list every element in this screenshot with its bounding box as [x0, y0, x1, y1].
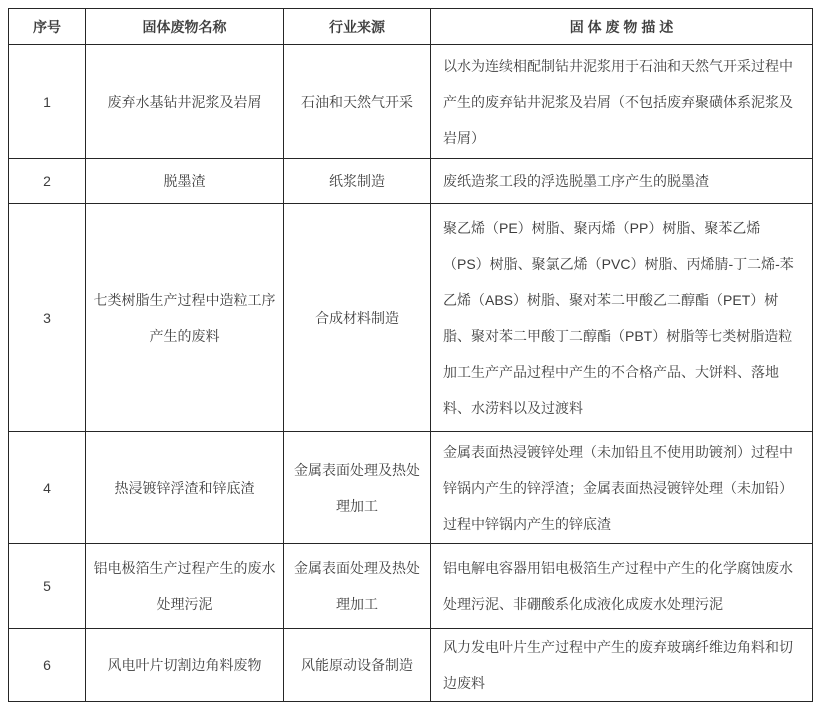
cell-waste-description: 金属表面热浸镀锌处理（未加铅且不使用助镀剂）过程中锌锅内产生的锌浮渣；金属表面热浸镀锌处理（未加铅）过程中锌锅内产生的锌底渣: [431, 432, 813, 544]
cell-no: 1: [9, 45, 86, 159]
cell-no: 2: [9, 159, 86, 204]
table-header-row: [9, 9, 813, 45]
cell-industry-source: 金属表面处理及热处理加工: [284, 544, 431, 629]
cell-waste-name: 热浸镀锌浮渣和锌底渣: [86, 432, 284, 544]
cell-waste-description: 废纸造浆工段的浮选脱墨工序产生的脱墨渣: [431, 159, 813, 204]
header-waste-description: 固 体 废 物 描 述: [431, 9, 813, 45]
cell-waste-description: 以水为连续相配制钻井泥浆用于石油和天然气开采过程中产生的废弃钻井泥浆及岩屑（不包括废弃聚磺体系泥浆及岩屑）: [431, 45, 813, 159]
cell-no: 5: [9, 544, 86, 629]
cell-no: 6: [9, 629, 86, 702]
cell-waste-name: 风电叶片切割边角料废物: [86, 629, 284, 702]
cell-waste-name: 铝电极箔生产过程产生的废水处理污泥: [86, 544, 284, 629]
table-row: [9, 629, 813, 702]
cell-no: 3: [9, 204, 86, 432]
cell-waste-description: 聚乙烯（PE）树脂、聚丙烯（PP）树脂、聚苯乙烯（PS）树脂、聚氯乙烯（PVC）树脂、丙烯腈-丁二烯-苯乙烯（ABS）树脂、聚对苯二甲酸乙二醇酯（PET）树脂、聚对苯二甲酸丁二醇酯（PBT）树脂等七类树脂造粒加工生产产品过程中产生的不合格产品、大饼料、落地料、水涝料以及过渡料: [431, 204, 813, 432]
cell-industry-source: 风能原动设备制造: [284, 629, 431, 702]
header-industry-source: 行业来源: [284, 9, 431, 45]
cell-industry-source: 合成材料制造: [284, 204, 431, 432]
cell-no: 4: [9, 432, 86, 544]
table-row: [9, 432, 813, 544]
cell-industry-source: 纸浆制造: [284, 159, 431, 204]
header-no: 序号: [9, 9, 86, 45]
table-row: [9, 45, 813, 159]
cell-waste-name: 废弃水基钻井泥浆及岩屑: [86, 45, 284, 159]
table-row: [9, 159, 813, 204]
table-row: [9, 204, 813, 432]
cell-industry-source: 金属表面处理及热处理加工: [284, 432, 431, 544]
solid-waste-table: [8, 8, 813, 702]
cell-waste-name: 脱墨渣: [86, 159, 284, 204]
cell-waste-description: 铝电解电容器用铝电极箔生产过程中产生的化学腐蚀废水处理污泥、非硼酸系化成液化成废水处理污泥: [431, 544, 813, 629]
header-waste-name: 固体废物名称: [86, 9, 284, 45]
cell-waste-name: 七类树脂生产过程中造粒工序产生的废料: [86, 204, 284, 432]
table-row: [9, 544, 813, 629]
cell-waste-description: 风力发电叶片生产过程中产生的废弃玻璃纤维边角料和切边废料: [431, 629, 813, 702]
cell-industry-source: 石油和天然气开采: [284, 45, 431, 159]
